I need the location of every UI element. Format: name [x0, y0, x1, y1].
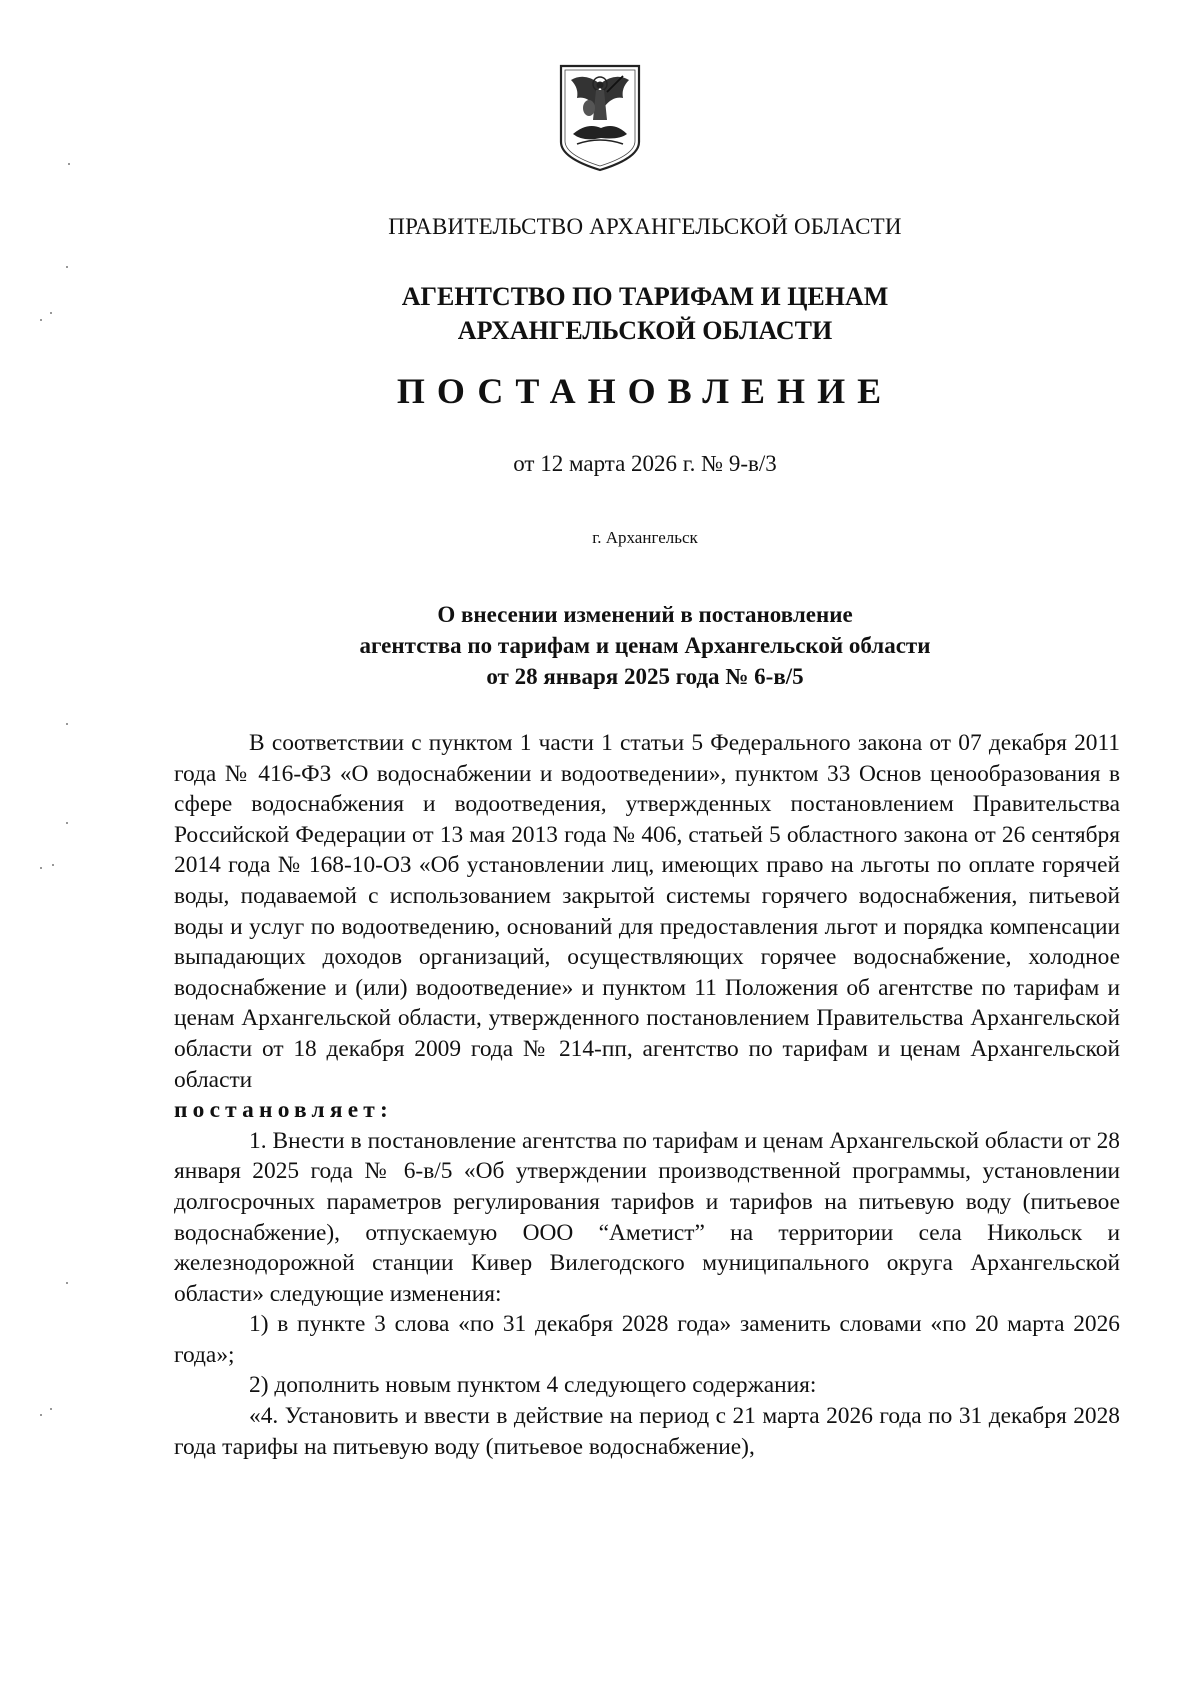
scan-speck	[66, 1282, 68, 1284]
document-title	[170, 599, 1120, 692]
document-type: ПОСТАНОВЛЕНИЕ	[396, 371, 894, 411]
scan-speck	[52, 864, 54, 866]
agency-name-line2: АРХАНГЕЛЬСКОЙ ОБЛАСТИ	[457, 316, 833, 345]
agency-name	[170, 280, 1120, 348]
scan-speck	[66, 723, 68, 725]
preamble-paragraph: В соответствии с пунктом 1 части 1 статьи 5 Федерального закона от 07 декабря 2011 года № 416-ФЗ «О водоснабжении и водоотведении», пунктом 33 Основ ценообразования в сфере водоснабжения и водоотведения, утвержденных постановлением Правительства Российской Федерации от 13 мая 2013 года № 406, статьей 5 областного закона от 26 сентября 2014 года № 168-10-ОЗ «Об установлении лиц, имеющих право на льготы по оплате горячей воды, подаваемой с использованием закрытой системы горячего водоснабжения, питьевой воды и услуг по водоотведению, оснований для предоставления льгот и порядка компенсации выпадающих доходов организаций, осуществляющих горячее водоснабжение, холодное водоснабжение и (или) водоотведение» и пунктом 11 Положения об агентстве по тарифам и ценам Архангельской области, утвержденного постановлением Правительства Архангельской области от 18 декабря 2009 года № 214-пп, агентство по тарифам и ценам Архангельской области	[174, 730, 1120, 1093]
scan-speck	[40, 1414, 42, 1416]
agency-name-line1: АГЕНТСТВО ПО ТАРИФАМ И ЦЕНАМ	[401, 282, 889, 311]
government-name: ПРАВИТЕЛЬСТВО АРХАНГЕЛЬСКОЙ ОБЛАСТИ	[388, 214, 902, 239]
document-place: г. Архангельск	[592, 528, 698, 547]
scan-speck	[40, 319, 42, 321]
document-title-line2: агентства по тарифам и ценам Архангельской области	[359, 633, 931, 658]
scan-speck	[68, 163, 70, 165]
scan-speck	[50, 1408, 52, 1410]
coat-of-arms-emblem-icon	[557, 62, 643, 174]
scan-speck	[40, 867, 42, 869]
item-1-paragraph: 1. Внести в постановление агентства по тарифам и ценам Архангельской области от 28 января 2025 года № 6-в/5 «Об утверждении производственной программы, установлении долгосрочных параметров регулирования тарифов и тарифов на питьевую воду (питьевое водоснабжение), отпускаемую ООО “Аметист” на территории села Никольск и железнодорожной станции Кивер Вилегодского муниципального округа Архангельской области» следующие изменения:	[174, 1127, 1120, 1307]
document-title-line1: О внесении изменений в постановление	[437, 602, 853, 627]
scan-speck	[66, 266, 68, 268]
document-title-line3: от 28 января 2025 года № 6-в/5	[486, 664, 804, 689]
item-1-subitem-1: 1) в пункте 3 слова «по 31 декабря 2028 года» заменить словами «по 20 марта 2026 года»;	[174, 1311, 1120, 1368]
document-body	[174, 728, 1120, 1462]
item-1-new-point-4: «4. Установить и ввести в действие на период с 21 марта 2026 года по 31 декабря 2028 года тарифы на питьевую воду (питьевое водоснабжение),	[174, 1403, 1120, 1460]
scan-speck	[66, 822, 68, 824]
scan-speck	[50, 312, 52, 314]
resolves-word: постановляет:	[174, 1097, 393, 1124]
item-1-subitem-2: 2) дополнить новым пунктом 4 следующего содержания:	[249, 1372, 817, 1399]
resolves-line	[174, 1095, 1120, 1126]
document-date-number: от 12 марта 2026 г. № 9-в/3	[513, 451, 777, 476]
